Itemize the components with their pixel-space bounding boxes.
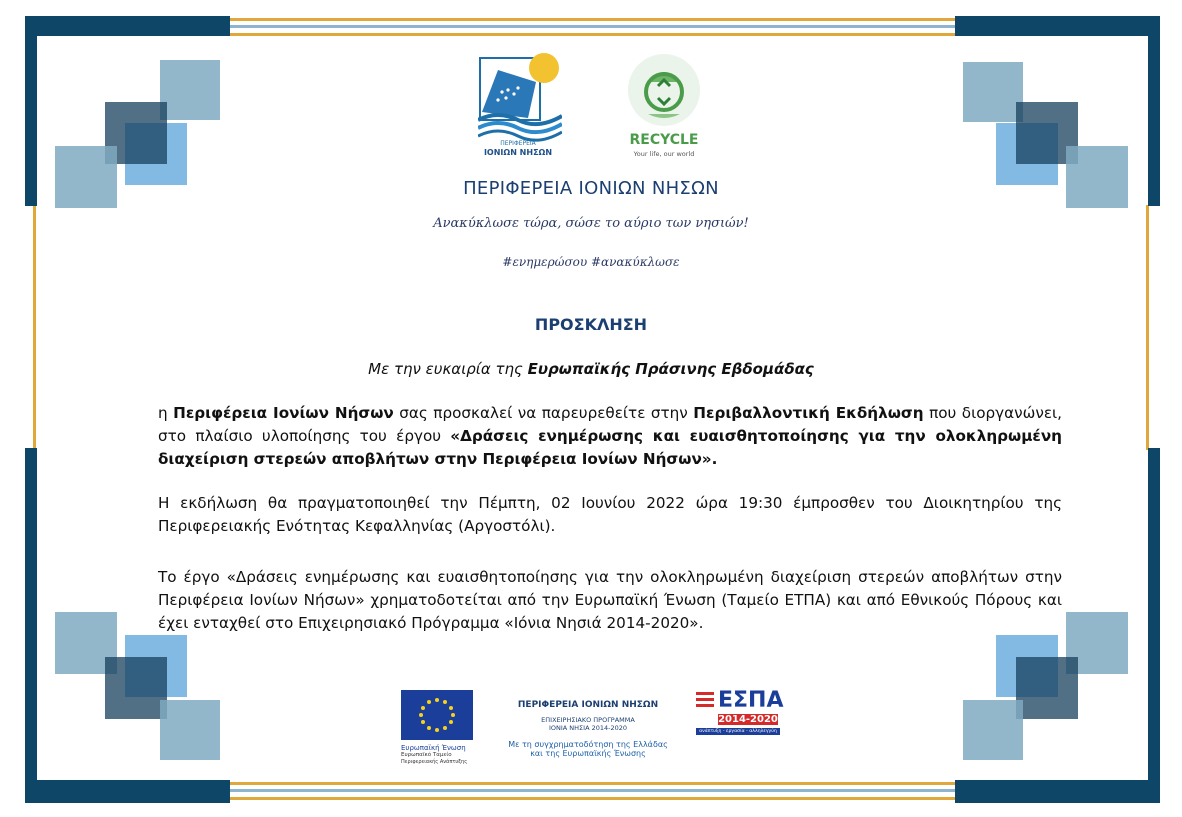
frame-bottom-band xyxy=(230,782,955,800)
espa-years: 2014-2020 xyxy=(718,714,778,725)
region-logo-line2: ΙΟΝΙΩΝ ΝΗΣΩΝ xyxy=(483,148,553,157)
program-logo xyxy=(498,700,678,770)
eu-line2: Ευρωπαϊκό Ταμείο xyxy=(401,752,452,758)
recycle-logo-tagline: Your life, our world xyxy=(633,150,695,158)
eu-line1: Ευρωπαϊκή Ένωση xyxy=(401,744,466,752)
p1-text3: που διοργανώνει, στο πλαίσιο υλοποίησης του έργου xyxy=(158,404,1063,445)
program-title: ΠΕΡΙΦΕΡΕΙΑ ΙΟΝΙΩΝ ΝΗΣΩΝ xyxy=(517,700,659,710)
program-sub1: ΕΠΙΧΕΙΡΗΣΙΑΚΟ ΠΡΟΓΡΑΜΜΑ xyxy=(541,716,635,724)
p1-bold1: Περιφέρεια Ιονίων Νήσων xyxy=(173,404,394,422)
occasion-bold: Ευρωπαϊκής Πράσινης Εβδομάδας xyxy=(527,360,814,378)
eu-logo xyxy=(401,690,477,770)
invitation-heading: ΠΡΟΣΚΛΗΣΗ xyxy=(534,315,648,334)
program-sub2: ΙΟΝΙΑ ΝΗΣΙΑ 2014-2020 xyxy=(548,724,628,732)
p1-text2: σας προσκαλεί να παρευρεθείτε στην xyxy=(393,404,694,422)
program-co2: και της Ευρωπαϊκής Ένωσης xyxy=(530,749,646,758)
hashtags: #ενημερώσου #ανακύκλωσε xyxy=(502,255,680,269)
p1-bold2: Περιβαλλοντική Εκδήλωση xyxy=(693,404,924,422)
eu-line3: Περιφερειακής Ανάπτυξης xyxy=(401,759,468,765)
occasion-prefix: Με την ευκαιρία της xyxy=(368,360,528,378)
paragraph-funding: Το έργο «Δράσεις ενημέρωσης και ευαισθητοποίησης για την ολοκληρωμένη διαχείριση στερεών αποβλήτων στην Περιφέρεια Ιονίων Νήσων» χρηματοδοτείται από την Ευρωπαϊκή Ένωση (Ταμείο ΕΤΠΑ) και από Εθνικούς Πόρους και έχει ενταχθεί στο Επιχειρησιακό Πρόγραμμα «Ιόνια Νησιά 2014-2020». xyxy=(158,568,1062,632)
paragraph-event-details: Η εκδήλωση θα πραγματοποιηθεί την Πέμπτη, 02 Ιουνίου 2022 ώρα 19:30 έμπροσθεν του Διοικητηρίου της Περιφερειακής Ενότητας Κεφαλληνίας (Αργοστόλι). xyxy=(158,494,1062,535)
slogan: Ανακύκλωσε τώρα, σώσε το αύριο των νησιών! xyxy=(433,216,749,231)
region-logo-line1: ΠΕΡΙΦΕΡΕΙΑ xyxy=(500,140,536,147)
p1-bold3: «Δράσεις ενημέρωσης και ευαισθητοποίησης για την ολοκληρωμένη διαχείριση στερεών αποβλήτων στην Περιφέρεια Ιονίων Νήσων». xyxy=(158,427,1062,468)
occasion-line xyxy=(0,360,1182,378)
recycle-logo-name: RECYCLE xyxy=(629,132,699,148)
recycle-logo xyxy=(618,52,710,160)
espa-name: ΕΣΠΑ xyxy=(718,688,784,713)
p1-text1: η xyxy=(158,404,174,422)
ionian-region-logo xyxy=(478,52,562,160)
paragraph-invite xyxy=(158,402,1062,471)
page-title: ΠΕΡΙΦΕΡΕΙΑ ΙΟΝΙΩΝ ΝΗΣΩΝ xyxy=(463,178,719,199)
espa-logo xyxy=(696,690,782,742)
frame-top-band xyxy=(230,18,955,36)
program-co1: Με τη συγχρηματοδότηση της Ελλάδας xyxy=(508,740,668,749)
espa-motto: ανάπτυξη - εργασία - αλληλεγγύη xyxy=(696,728,780,735)
